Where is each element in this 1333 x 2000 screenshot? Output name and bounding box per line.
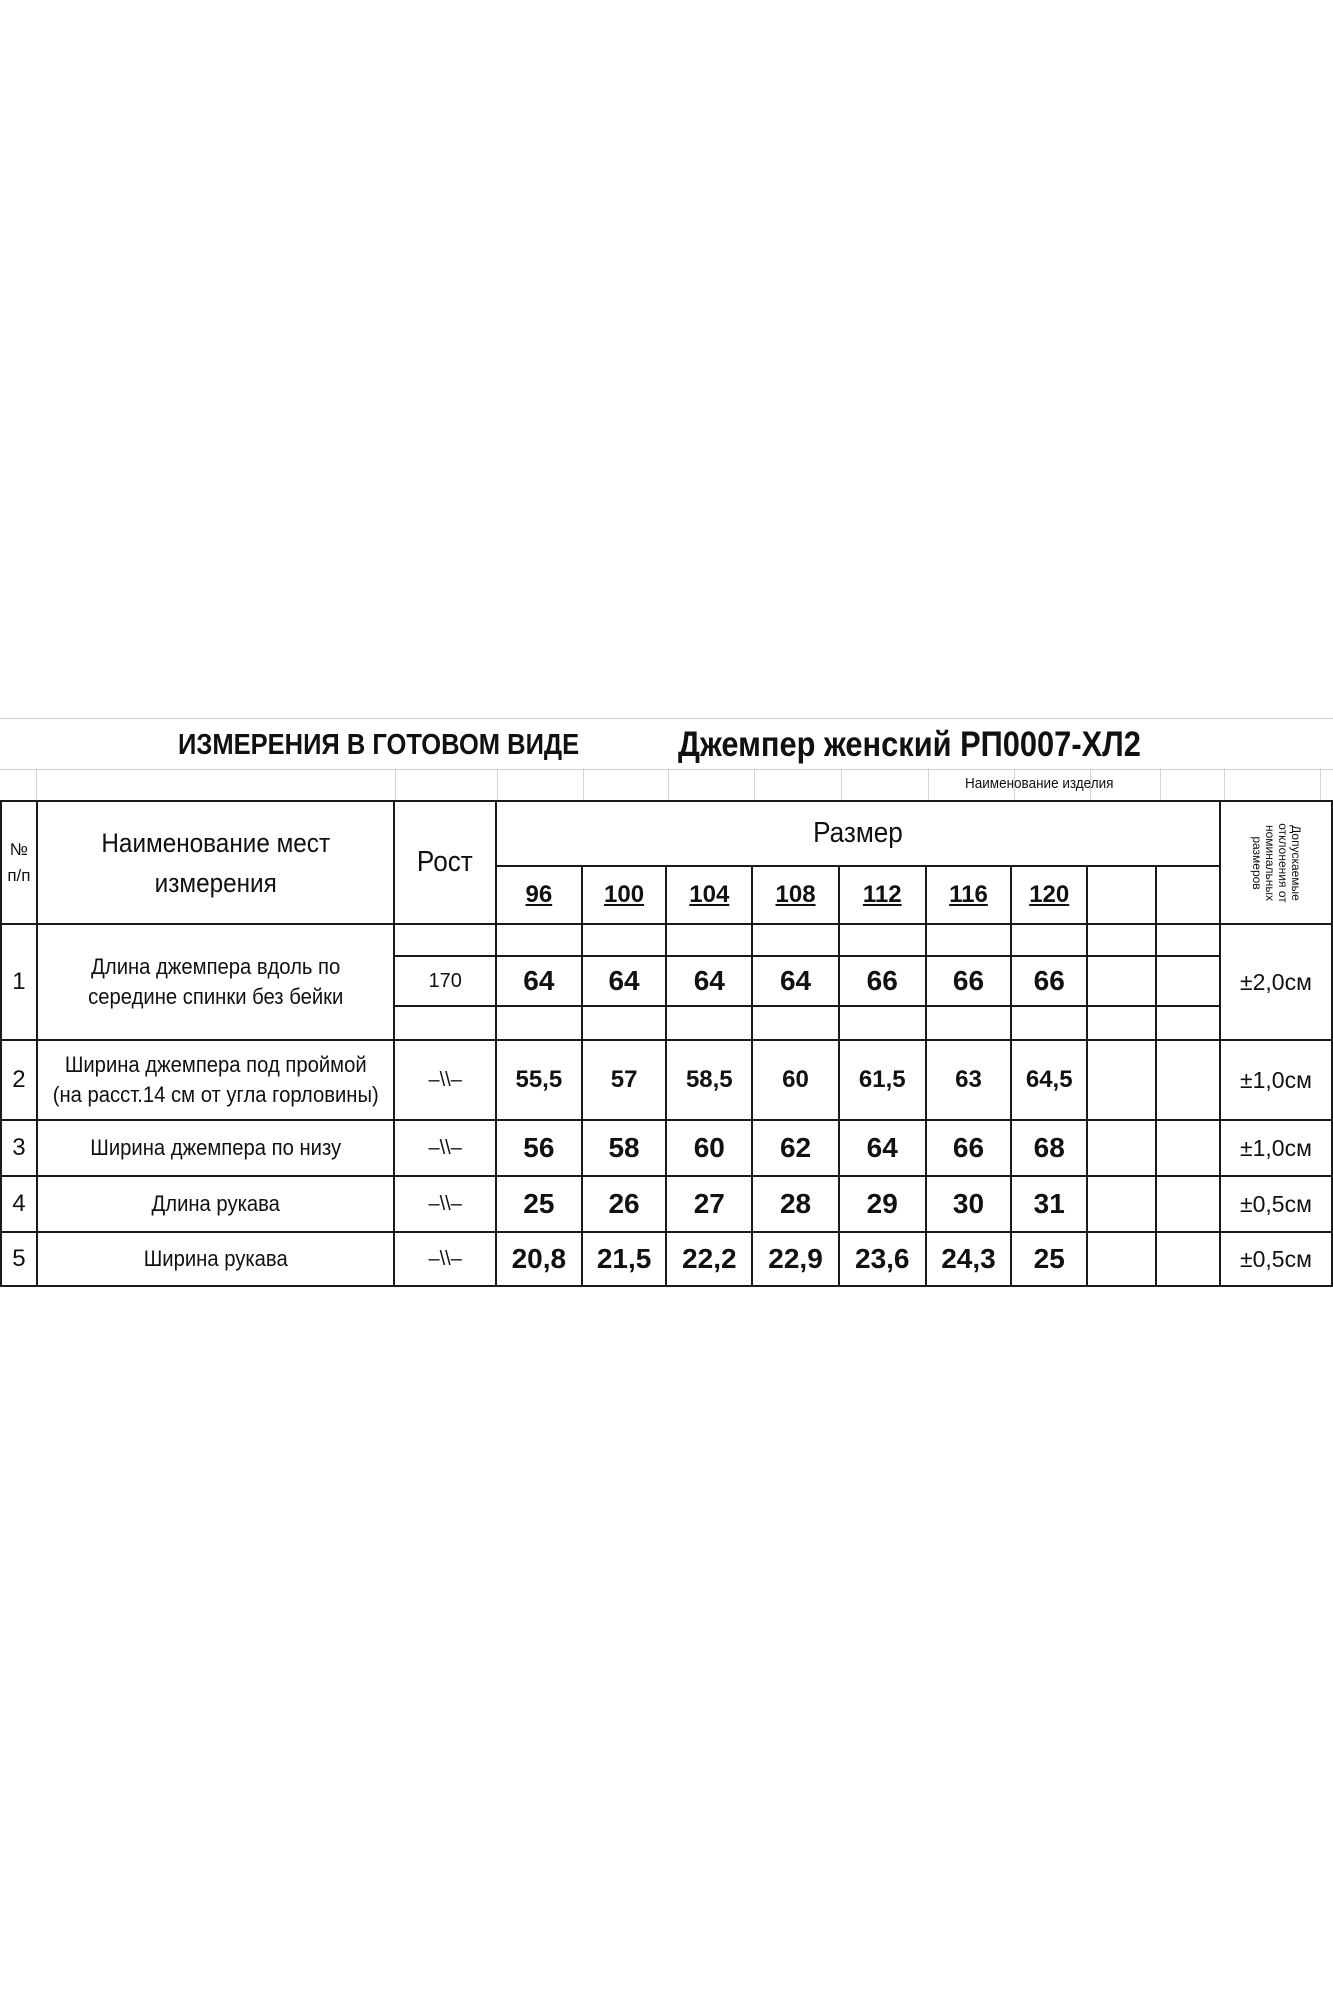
- size-value: 22,2: [666, 1232, 752, 1286]
- size-value: 25: [1011, 1232, 1087, 1286]
- size-header: 112: [839, 866, 926, 924]
- empty-cell: [1087, 956, 1156, 1006]
- empty-cell: [1011, 924, 1087, 956]
- empty-cell: [752, 924, 839, 956]
- measurement-name: Длина джемпера вдоль по середине спинки без бейки: [88, 954, 344, 1009]
- tolerance-value: ±2,0см: [1220, 924, 1332, 1040]
- measurement-name: Ширина джемпера под проймой (на расст.14 см от угла горловины): [52, 1052, 379, 1107]
- measurement-sheet: [0, 718, 1333, 1283]
- row-number: 2: [1, 1040, 37, 1120]
- header-tolerance: Допускаемые отклонения от номинальных размеров: [1249, 822, 1303, 903]
- row-name-cell: [37, 1040, 394, 1120]
- row-number: 4: [1, 1176, 37, 1232]
- empty-cell: [1087, 1006, 1156, 1040]
- header-rost-cell: [394, 801, 496, 924]
- size-header: 96: [496, 866, 582, 924]
- size-value: 28: [752, 1176, 839, 1232]
- size-value: 21,5: [582, 1232, 667, 1286]
- sheet-title: ИЗМЕРЕНИЯ В ГОТОВОМ ВИДЕ: [178, 729, 580, 761]
- size-value: 61,5: [839, 1040, 926, 1120]
- empty-cell: [752, 1006, 839, 1040]
- size-value: 25: [496, 1176, 582, 1232]
- size-value: 58,5: [666, 1040, 752, 1120]
- header-tolerance-cell: [1220, 801, 1332, 924]
- header-no: № п/п: [1, 801, 37, 924]
- empty-cell: [1156, 924, 1219, 956]
- rost-value: –\\–: [394, 1176, 496, 1232]
- header-size-cell: [496, 801, 1220, 866]
- empty-cell: [1156, 1006, 1219, 1040]
- row-number: 3: [1, 1120, 37, 1176]
- empty-cell: [1156, 866, 1219, 924]
- empty-cell: [1087, 924, 1156, 956]
- empty-cell: [926, 924, 1012, 956]
- size-value: 23,6: [839, 1232, 926, 1286]
- empty-cell: [1156, 1120, 1219, 1176]
- size-value: 56: [496, 1120, 582, 1176]
- size-value: 64,5: [1011, 1040, 1087, 1120]
- size-value: 57: [582, 1040, 667, 1120]
- empty-cell: [1156, 1232, 1219, 1286]
- size-value: 66: [839, 956, 926, 1006]
- size-header: 100: [582, 866, 667, 924]
- empty-cell: [1087, 866, 1156, 924]
- size-value: 31: [1011, 1176, 1087, 1232]
- size-value: 30: [926, 1176, 1012, 1232]
- size-value: 24,3: [926, 1232, 1012, 1286]
- empty-cell: [1011, 1006, 1087, 1040]
- size-value: 64: [582, 956, 667, 1006]
- empty-cell: [1087, 1120, 1156, 1176]
- size-value: 58: [582, 1120, 667, 1176]
- size-value: 60: [666, 1120, 752, 1176]
- row-name-cell: [37, 1176, 394, 1232]
- empty-cell: [496, 1006, 582, 1040]
- size-header: 120: [1011, 866, 1087, 924]
- product-name-label: Наименование изделия: [965, 775, 1114, 792]
- size-value: 66: [926, 1120, 1012, 1176]
- empty-cell: [666, 924, 752, 956]
- measurement-name: Длина рукава: [151, 1191, 280, 1216]
- size-header: 116: [926, 866, 1012, 924]
- empty-cell: [1087, 1176, 1156, 1232]
- size-value: 26: [582, 1176, 667, 1232]
- row-name-cell: [37, 1120, 394, 1176]
- row-name-cell: [37, 1232, 394, 1286]
- tolerance-value: ±0,5см: [1220, 1176, 1332, 1232]
- subtitle-row: [0, 768, 1333, 801]
- header-rost: Рост: [417, 846, 474, 878]
- measurement-name: Ширина рукава: [143, 1246, 288, 1271]
- empty-cell: [394, 924, 496, 956]
- rost-value: 170: [394, 956, 496, 1006]
- empty-cell: [839, 1006, 926, 1040]
- header-size: Размер: [813, 817, 903, 849]
- product-title: Джемпер женский РП0007-ХЛ2: [678, 725, 1141, 764]
- title-row: [0, 718, 1333, 770]
- size-value: 64: [496, 956, 582, 1006]
- empty-cell: [839, 924, 926, 956]
- empty-cell: [582, 924, 667, 956]
- size-value: 60: [752, 1040, 839, 1120]
- size-header: 104: [666, 866, 752, 924]
- size-value: 62: [752, 1120, 839, 1176]
- size-value: 64: [752, 956, 839, 1006]
- rost-value: –\\–: [394, 1120, 496, 1176]
- tolerance-value: ±0,5см: [1220, 1232, 1332, 1286]
- size-value: 66: [926, 956, 1012, 1006]
- size-value: 22,9: [752, 1232, 839, 1286]
- size-value: 64: [839, 1120, 926, 1176]
- size-value: 29: [839, 1176, 926, 1232]
- empty-cell: [1087, 1040, 1156, 1120]
- size-value: 68: [1011, 1120, 1087, 1176]
- empty-cell: [1087, 1232, 1156, 1286]
- header-name: Наименование мест измерения: [101, 827, 330, 898]
- tolerance-value: ±1,0см: [1220, 1040, 1332, 1120]
- tolerance-value: ±1,0см: [1220, 1120, 1332, 1176]
- size-value: 20,8: [496, 1232, 582, 1286]
- size-value: 66: [1011, 956, 1087, 1006]
- row-name-cell: [37, 924, 394, 1040]
- empty-cell: [1156, 956, 1219, 1006]
- empty-cell: [582, 1006, 667, 1040]
- size-value: 27: [666, 1176, 752, 1232]
- size-header: 108: [752, 866, 839, 924]
- header-name-cell: [37, 801, 394, 924]
- empty-cell: [1156, 1176, 1219, 1232]
- empty-cell: [666, 1006, 752, 1040]
- row-number: 5: [1, 1232, 37, 1286]
- measurement-name: Ширина джемпера по низу: [90, 1135, 341, 1160]
- empty-cell: [1156, 1040, 1219, 1120]
- rost-value: –\\–: [394, 1040, 496, 1120]
- size-value: 55,5: [496, 1040, 582, 1120]
- measurement-table: [0, 800, 1333, 1287]
- empty-cell: [926, 1006, 1012, 1040]
- empty-cell: [496, 924, 582, 956]
- size-value: 64: [666, 956, 752, 1006]
- empty-cell: [394, 1006, 496, 1040]
- row-number: 1: [1, 924, 37, 1040]
- rost-value: –\\–: [394, 1232, 496, 1286]
- size-value: 63: [926, 1040, 1012, 1120]
